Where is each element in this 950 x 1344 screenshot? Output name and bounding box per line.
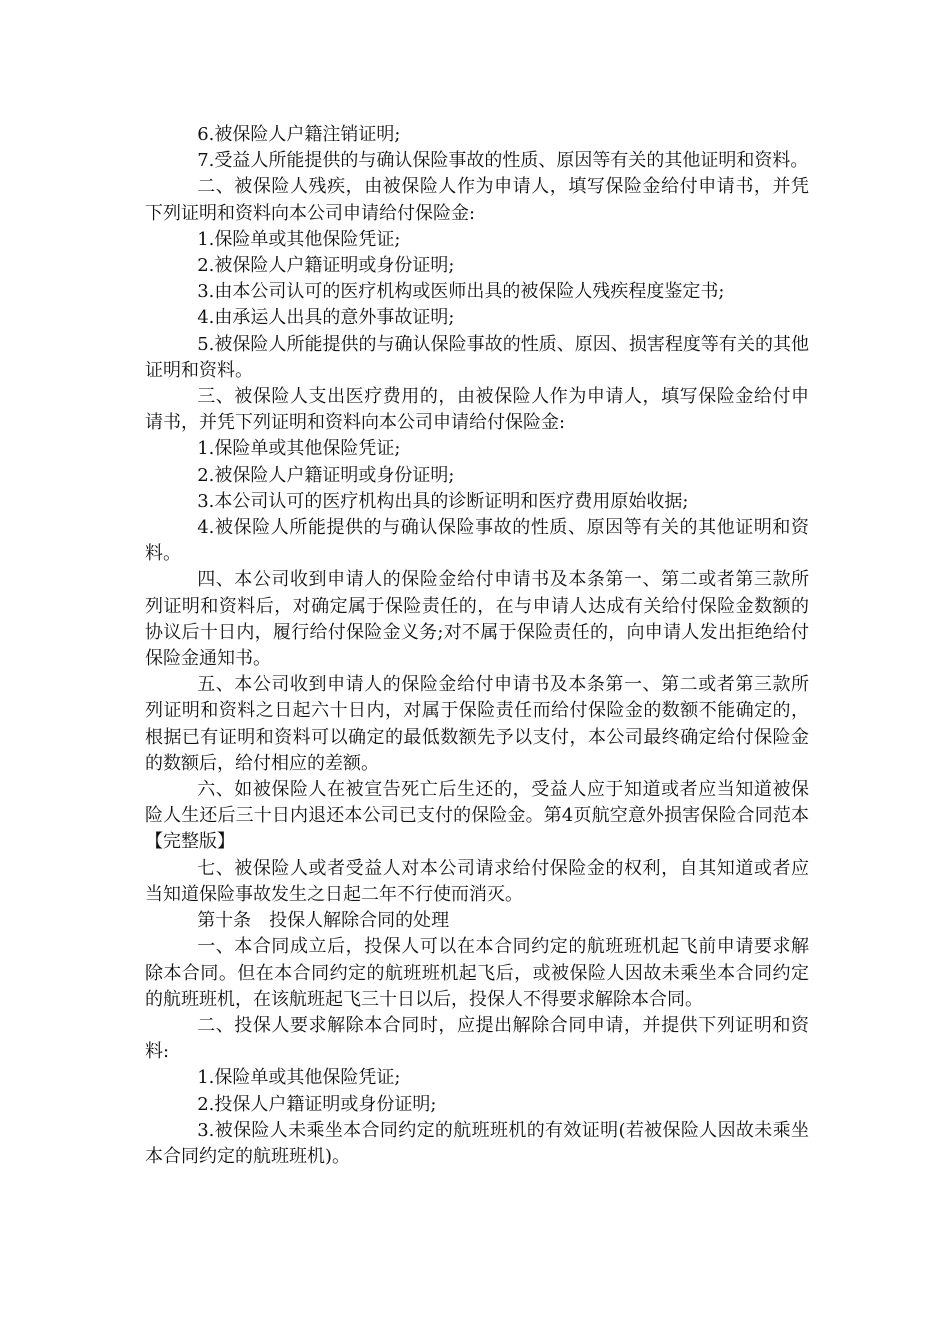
paragraph-6: 3.由本公司认可的医疗机构或医师出具的被保险人残疾程度鉴定书; [197, 281, 725, 303]
paragraph-11: 2.被保险人户籍证明或身份证明; [197, 464, 455, 486]
paragraph-14: 四、本公司收到申请人的保险金给付申请书及本条第一、第二或者第三款所列证明和资料后，对确定属于保险责任的，在与申请人达成有关给付保险金数额的协议后十日内，履行给付保险金义务;对不属于保险责任的，向申请人发出拒绝给付保险金通知书。 [145, 569, 809, 670]
paragraph-23: 3.被保险人未乘坐本合同约定的航班班机的有效证明(若被保险人因故未乘坐本合同约定的航班班机)。 [145, 1119, 809, 1167]
section-heading: 第十条 投保人解除合同的处理 [197, 910, 450, 932]
paragraph-20: 二、投保人要求解除本合同时，应提出解除合同申请，并提供下列证明和资料: [145, 1014, 809, 1063]
paragraph-13: 4.被保险人所能提供的与确认保险事故的性质、原因等有关的其他证明和资料。 [145, 517, 809, 565]
paragraph-19: 一、本合同成立后，投保人可以在本合同约定的航班班机起飞前申请要求解除本合同。但在本合同约定的航班班机起飞后，或被保险人因故未乘坐本合同约定的航班班机，在该航班起飞三十日以后，投保人不得要求解除本合同。 [145, 936, 809, 1010]
paragraph-8: 5.被保险人所能提供的与确认保险事故的性质、原因、损害程度等有关的其他证明和资料。 [145, 333, 809, 381]
paragraph-3: 二、被保险人残疾，由被保险人作为申请人，填写保险金给付申请书，并凭下列证明和资料向本公司申请给付保险金: [145, 176, 809, 224]
paragraph-16: 六、如被保险人在被宣告死亡后生还的，受益人应于知道或者应当知道被保险人生还后三十日内退还本公司已支付的保险金。第4页航空意外损害保险合同范本【完整版】 [145, 779, 809, 853]
paragraph-2: 7.受益人所能提供的与确认保险事故的性质、原因等有关的其他证明和资料。 [197, 150, 809, 172]
paragraph-7: 4.由承运人出具的意外事故证明; [197, 307, 455, 329]
paragraph-4: 1.保险单或其他保险凭证; [197, 228, 401, 250]
paragraph-22: 2.投保人户籍证明或身份证明; [197, 1093, 437, 1115]
paragraph-5: 2.被保险人户籍证明或身份证明; [197, 255, 455, 277]
paragraph-10: 1.保险单或其他保险凭证; [197, 438, 401, 460]
document-body [145, 122, 809, 1170]
paragraph-17: 七、被保险人或者受益人对本公司请求给付保险金的权利，自其知道或者应当知道保险事故发生之日起二年不行使而消灭。 [145, 857, 809, 905]
paragraph-15: 五、本公司收到申请人的保险金给付申请书及本条第一、第二或者第三款所列证明和资料之日起六十日内，对属于保险责任而给付保险金的数额不能确定的，根据已有证明和资料可以确定的最低数额先予以支付，本公司最终确定给付保险金的数额后，给付相应的差额。 [145, 674, 809, 774]
paragraph-9: 三、被保险人支出医疗费用的，由被保险人作为申请人，填写保险金给付申请书，并凭下列证明和资料向本公司申请给付保险金: [145, 386, 809, 434]
paragraph-12: 3.本公司认可的医疗机构出具的诊断证明和医疗费用原始收据; [197, 490, 689, 512]
paragraph-1: 6.被保险人户籍注销证明; [197, 124, 401, 145]
paragraph-21: 1.保险单或其他保险凭证; [197, 1067, 401, 1089]
